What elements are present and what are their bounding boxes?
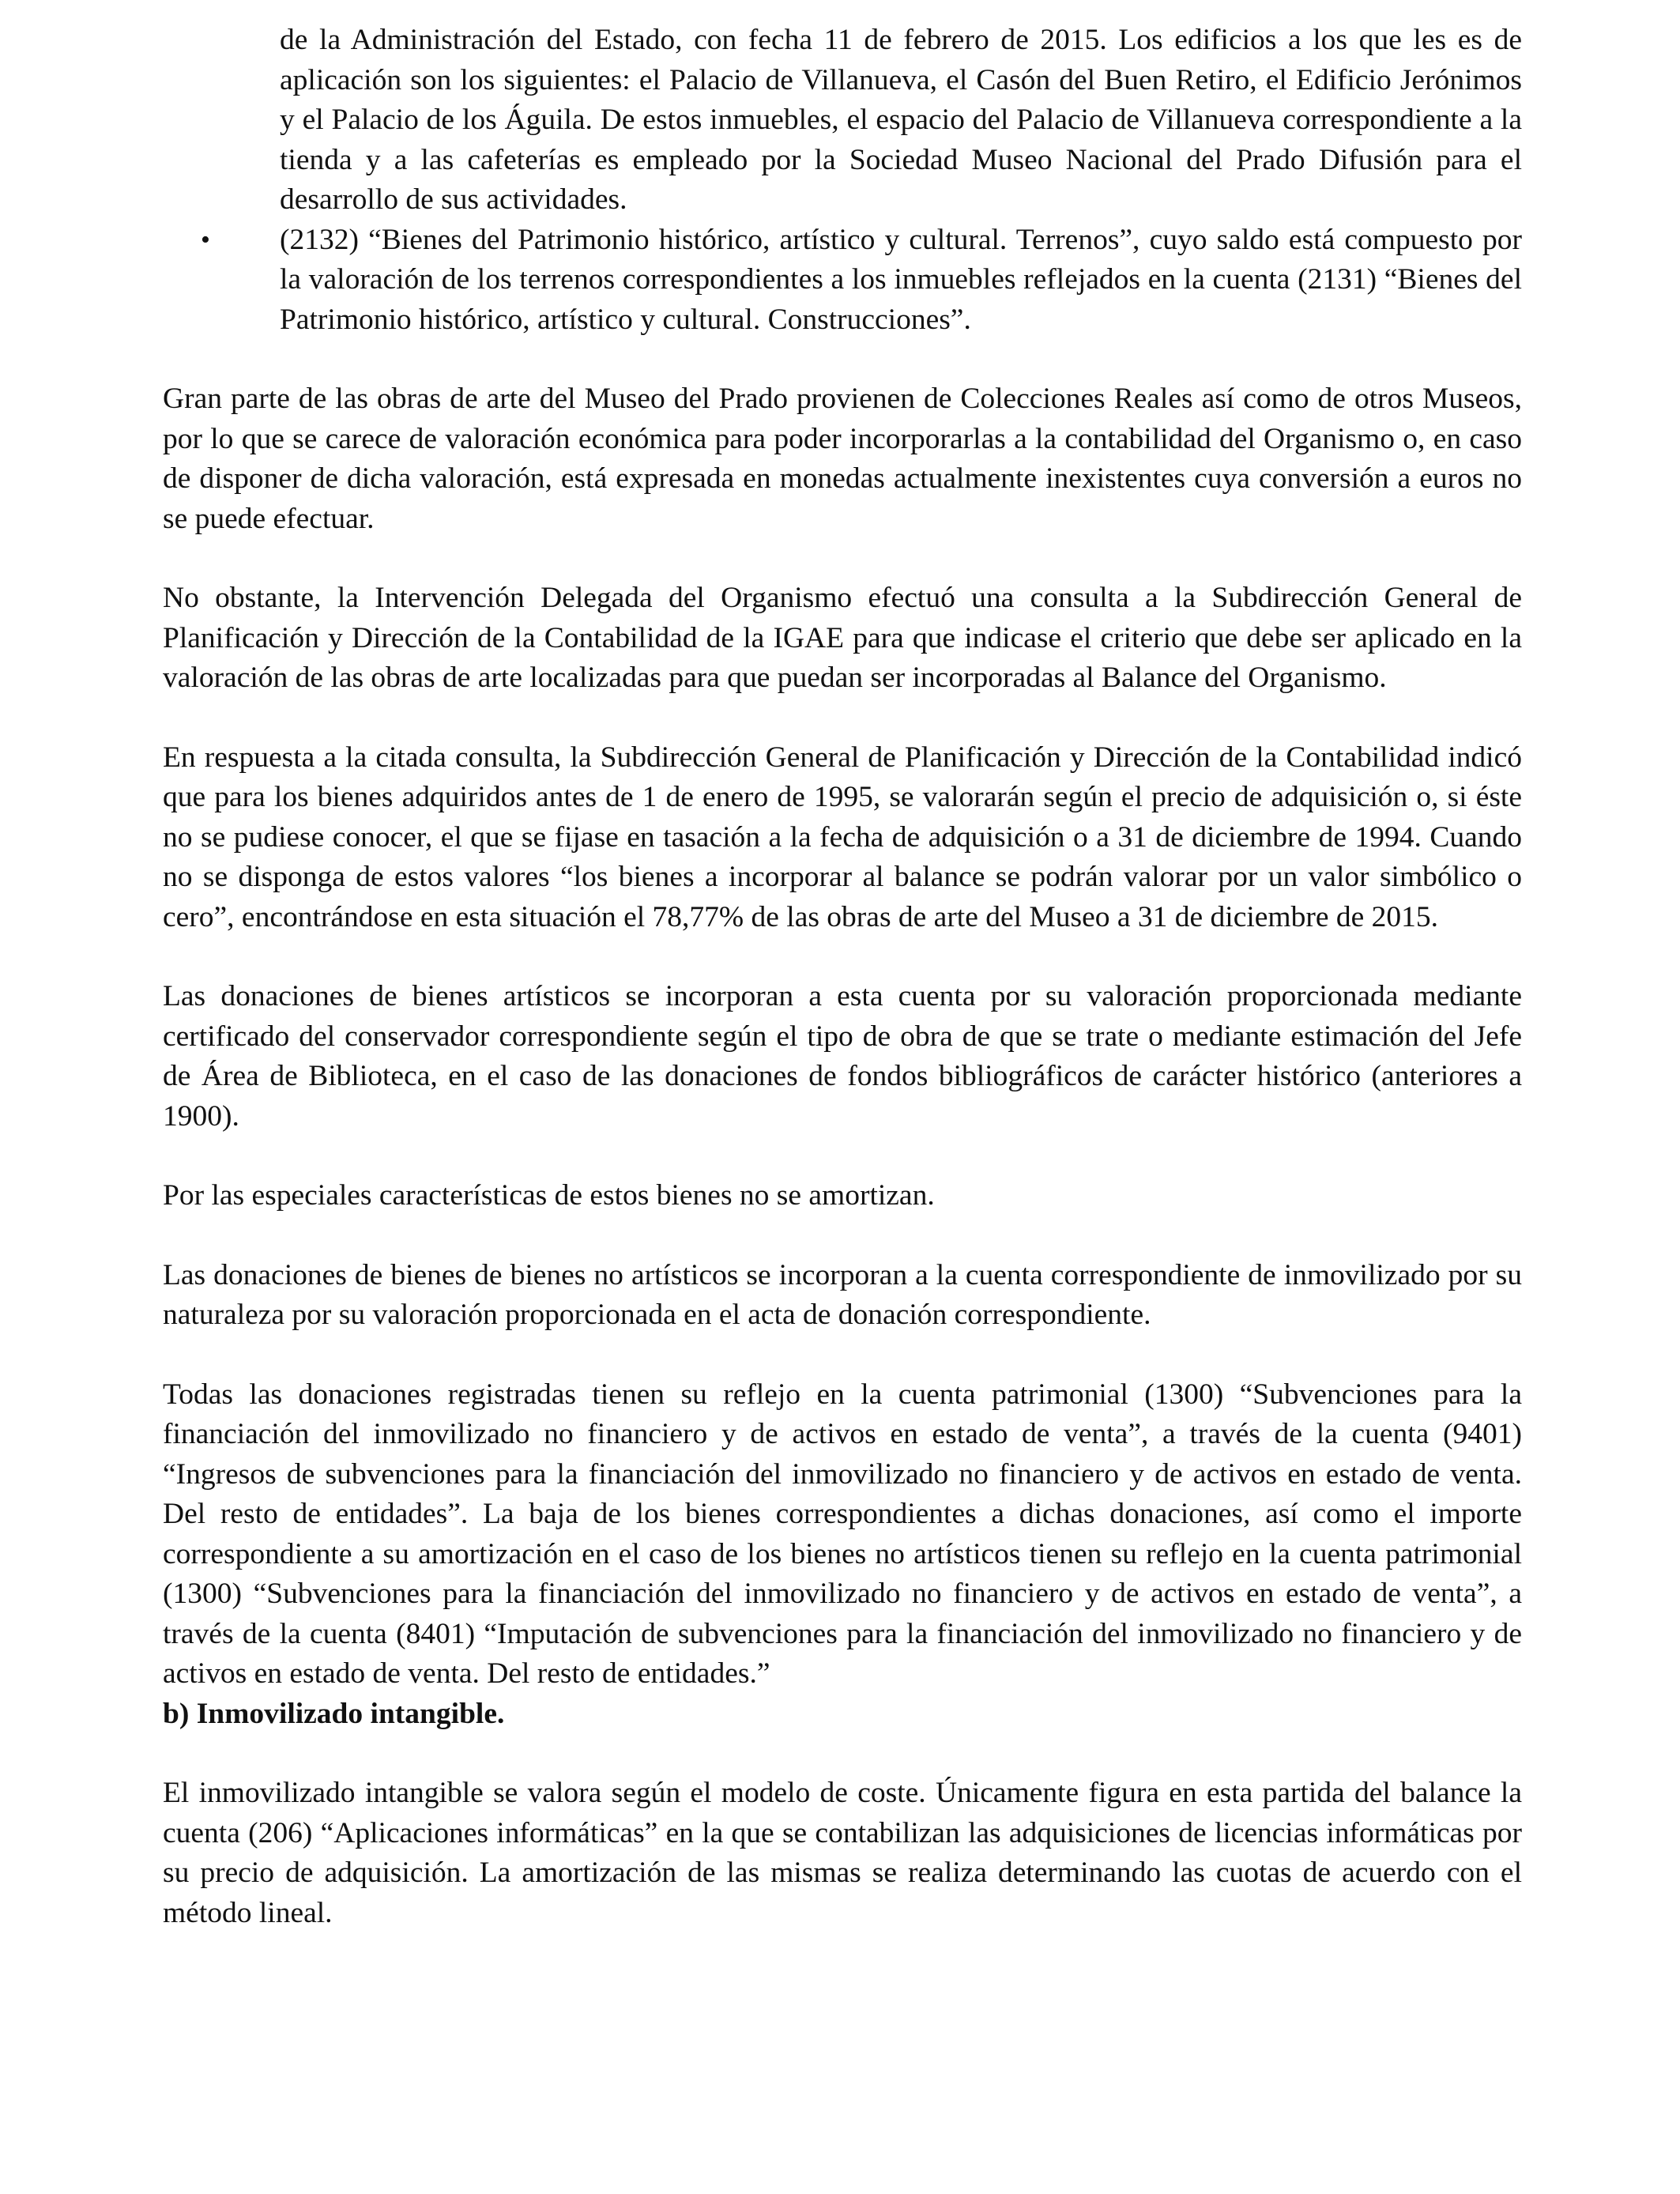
bullet-list	[163, 221, 1522, 341]
paragraph-respuesta-consulta: En respuesta a la citada consulta, la Subdirección General de Planificación y Dirección de la Contabilidad indicó que para los bienes adquiridos antes de 1 de enero de 1995, se valorarán según el precio de adquisición o, si éste no se pudiese conocer, el que se fijase en tasación a la fecha de adquisición o a 31 de diciembre de 1994. Cuando no se disponga de estos valores “los bienes a incorporar al balance se podrán valorar por un valor simbólico o cero”, encontrándose en esta situación el 78,77% de las obras de arte del Museo a 31 de diciembre de 2015.	[163, 741, 1522, 933]
bullet-text: (2132) “Bienes del Patrimonio histórico, artístico y cultural. Terrenos”, cuyo saldo está compuesto por la valoración de los terrenos correspondientes a los inmuebles reflejados en la cuenta (2131) “Bienes del Patrimonio histórico, artístico y cultural. Construcciones”.	[280, 223, 1522, 336]
paragraph-donaciones-registradas: Todas las donaciones registradas tienen su reflejo en la cuenta patrimonial (1300) “Subvenciones para la financiación del inmovilizado no financiero y de activos en estado de venta”, a través de la cuenta (9401) “Ingresos de subvenciones para la financiación del inmovilizado no financiero y de activos en estado de venta. Del resto de entidades”. La baja de los bienes correspondientes a dichas donaciones, así como el importe correspondiente a su amortización en el caso de los bienes no artísticos tienen su reflejo en la cuenta patrimonial (1300) “Subvenciones para la financiación del inmovilizado no financiero y de activos en estado de venta”, a través de la cuenta (8401) “Imputación de subvenciones para la financiación del inmovilizado no financiero y de activos en estado de venta. Del resto de entidades.”	[163, 1378, 1522, 1690]
bullet-item-2132	[163, 221, 1522, 341]
continuation-paragraph: de la Administración del Estado, con fecha 11 de febrero de 2015. Los edificios a los que les es de aplicación son los siguientes: el Palacio de Villanueva, el Casón del Buen Retiro, el Edificio Jerónimos y el Palacio de los Águila. De estos inmuebles, el espacio del Palacio de Villanueva correspondiente a la tienda y a las cafeterías es empleado por la Sociedad Museo Nacional del Prado Difusión para el desarrollo de sus actividades.	[280, 24, 1522, 216]
paragraph-no-amortizan: Por las especiales características de estos bienes no se amortizan.	[163, 1179, 935, 1212]
paragraph-inmovilizado-intangible: El inmovilizado intangible se valora según el modelo de coste. Únicamente figura en esta partida del balance la cuenta (206) “Aplicaciones informáticas” en la que se contabilizan las adquisiciones de licencias informáticas por su precio de adquisición. La amortización de las mismas se realiza determinando las cuotas de acuerdo con el método lineal.	[163, 1777, 1522, 1929]
document-page	[163, 21, 1522, 1933]
bullet-icon: •	[201, 224, 210, 254]
paragraph-donaciones-no-artisticos: Las donaciones de bienes de bienes no artísticos se incorporan a la cuenta correspondiente de inmovilizado por su naturaleza por su valoración proporcionada en el acta de donación correspondiente.	[163, 1258, 1522, 1331]
paragraph-colecciones-reales: Gran parte de las obras de arte del Museo del Prado provienen de Colecciones Reales así como de otros Museos, por lo que se carece de valoración económica para poder incorporarlas a la contabilidad del Organismo o, en caso de disponer de dicha valoración, está expresada en monedas actualmente inexistentes cuya conversión a euros no se puede efectuar.	[163, 383, 1522, 535]
paragraph-consulta-igae: No obstante, la Intervención Delegada del Organismo efectuó una consulta a la Subdirección General de Planificación y Dirección de la Contabilidad de la IGAE para que indicase el criterio que debe ser aplicado en la valoración de las obras de arte localizadas para que puedan ser incorporadas al Balance del Organismo.	[163, 582, 1522, 694]
section-heading-inmovilizado-intangible: b) Inmovilizado intangible.	[163, 1697, 505, 1730]
paragraph-donaciones-artisticos: Las donaciones de bienes artísticos se incorporan a esta cuenta por su valoración proporcionada mediante certificado del conservador correspondiente según el tipo de obra de que se trate o mediante estimación del Jefe de Área de Biblioteca, en el caso de las donaciones de fondos bibliográficos de carácter histórico (anteriores a 1900).	[163, 980, 1522, 1133]
